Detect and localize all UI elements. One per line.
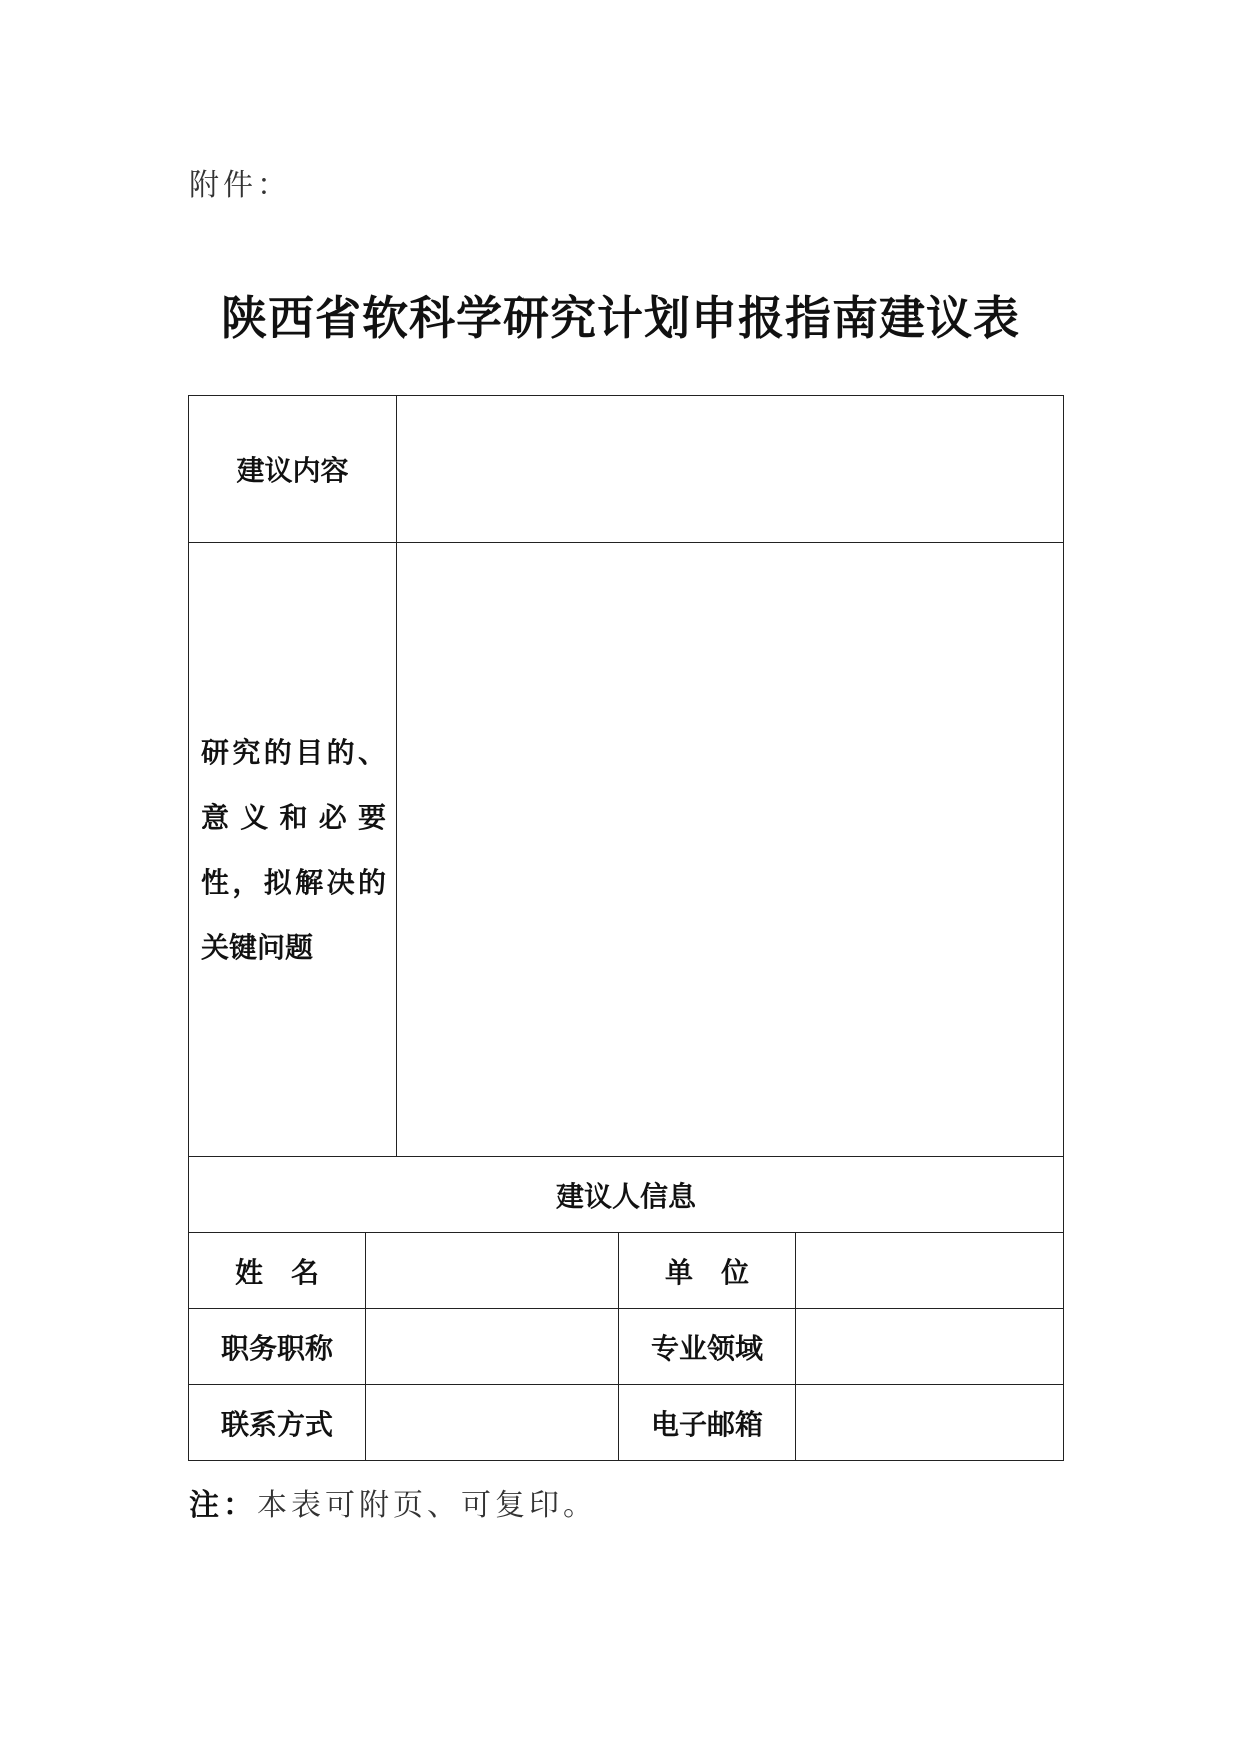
page-title: 陕西省软科学研究计划申报指南建议表 [221,291,1020,345]
position-label: 职务职称 [189,1309,366,1385]
suggestion-content-field[interactable] [397,396,1064,543]
footnote-label: 注： [189,1488,257,1523]
name-label: 姓 名 [189,1233,366,1309]
footnote-text: 本表可附页、可复印。 [257,1488,597,1523]
email-field[interactable] [796,1385,1064,1461]
research-purpose-field[interactable] [397,543,1064,1157]
purpose-label-line: 性，拟解决的 [201,865,387,899]
contact-field[interactable] [366,1385,619,1461]
unit-label: 单 位 [619,1233,796,1309]
purpose-label-line: 关键问题 [201,930,314,964]
name-field[interactable] [366,1233,619,1309]
suggestion-content-label: 建议内容 [189,396,397,543]
professional-field-input[interactable] [796,1309,1064,1385]
suggestion-content-row [189,396,1064,543]
purpose-label-line: 研究的目的、 [201,735,387,769]
suggestion-form-table [188,395,1064,1461]
professional-field-label: 专业领域 [619,1309,796,1385]
proposer-info-title: 建议人信息 [189,1157,1064,1233]
research-purpose-label [189,543,397,1157]
contact-email-row [189,1385,1064,1461]
unit-field[interactable] [796,1233,1064,1309]
proposer-info-header-row [189,1157,1064,1233]
footnote [189,1480,597,1524]
attachment-label: 附件： [189,168,291,203]
contact-label: 联系方式 [189,1385,366,1461]
position-field-row [189,1309,1064,1385]
purpose-label-line: 意义和必要 [201,800,387,834]
position-field[interactable] [366,1309,619,1385]
research-purpose-row [189,543,1064,1157]
name-unit-row [189,1233,1064,1309]
email-label: 电子邮箱 [619,1385,796,1461]
